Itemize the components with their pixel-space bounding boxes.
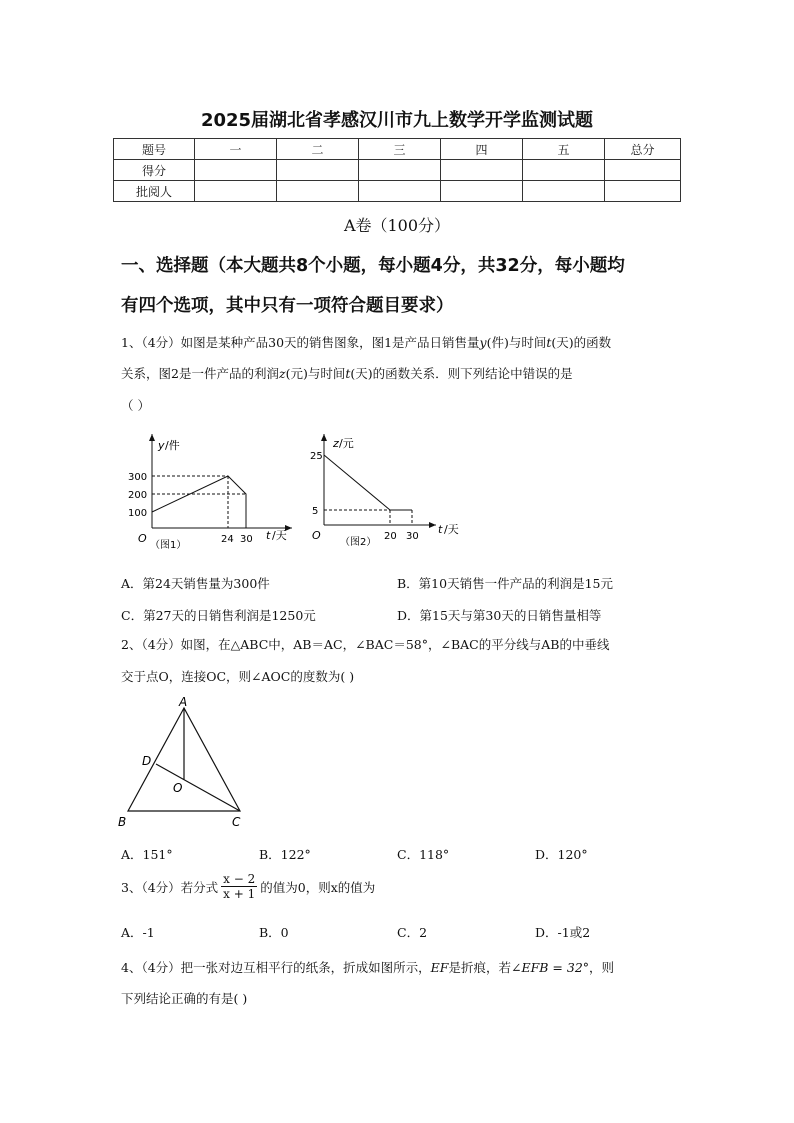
y-tick-label: 100: [128, 508, 148, 519]
score-table: [113, 138, 681, 202]
y-axis-label: /件: [165, 439, 180, 452]
question-text: 的值为0，则x的值为: [260, 879, 376, 895]
section-heading-line1: 一、选择题（本大题共8个小题，每小题4分，共32分，每小题均: [121, 256, 625, 276]
question-text: (件)与时间: [486, 335, 547, 350]
score-header-cell: 四: [441, 139, 523, 160]
score-cell: [359, 181, 441, 202]
math-var: EF: [430, 960, 449, 975]
y-tick-label: 5: [312, 506, 319, 517]
y-tick-label: 200: [128, 490, 148, 501]
score-cell: [277, 181, 359, 202]
option-b[interactable]: B．第10天销售一件产品的利润是15元: [397, 576, 613, 591]
y-axis-arrow: [149, 434, 155, 441]
option-d[interactable]: D．-1或2: [535, 925, 591, 940]
x-axis-var: t: [438, 523, 443, 536]
score-cell: [195, 160, 277, 181]
figure-caption: （图2）: [340, 537, 377, 548]
question-number: 4、（4分）: [121, 960, 181, 975]
option-c[interactable]: C．2: [397, 925, 428, 940]
figure-1-graph: [120, 428, 300, 553]
y-tick-label: 25: [310, 451, 323, 462]
y-axis-var: z: [333, 437, 339, 450]
question-3-line: [121, 872, 375, 901]
score-cell: [441, 181, 523, 202]
option-d[interactable]: D．120°: [535, 847, 588, 862]
origin-label: O: [312, 529, 321, 542]
question-text: 关系，图2是一件产品的利润: [121, 366, 279, 381]
math-var: t: [345, 366, 351, 381]
point-label-d: D: [142, 754, 152, 768]
question-1-line1: [121, 327, 681, 358]
score-table-row: [114, 181, 681, 202]
score-cell: [277, 160, 359, 181]
score-header-cell: 三: [359, 139, 441, 160]
vertex-label-c: C: [232, 815, 241, 829]
score-cell: [359, 160, 441, 181]
x-axis-label: /天: [272, 529, 287, 542]
score-header-cell: 一: [195, 139, 277, 160]
fraction-numerator: x − 2: [223, 872, 256, 886]
question-number: 1、（4分）: [121, 335, 181, 350]
triangle-figure: [112, 694, 252, 830]
question-4-line2: 下列结论正确的有是( ): [121, 991, 248, 1006]
score-table-header-row: [114, 139, 681, 160]
x-axis-arrow: [429, 522, 436, 528]
question-text: 如图是某种产品30天的销售图象，图1是产品日销售量: [180, 335, 480, 350]
math-var: z: [278, 366, 286, 381]
question-text: (天)的函数: [551, 335, 612, 350]
point-label-o: O: [173, 781, 183, 795]
y-tick-label: 300: [128, 472, 148, 483]
question-number: 3、（4分）: [121, 879, 181, 895]
score-header-cell: 题号: [114, 139, 195, 160]
y-axis-arrow: [321, 434, 327, 441]
x-tick-label: 20: [384, 531, 397, 542]
figure-2-graph: [300, 428, 480, 553]
section-heading-line2: 有四个选项，其中只有一项符合题目要求）: [121, 296, 454, 316]
question-text: (元)与时间: [285, 366, 346, 381]
sales-line: [152, 476, 246, 528]
score-header-cell: 二: [277, 139, 359, 160]
option-b[interactable]: B．122°: [259, 847, 311, 862]
figure-caption: （图1）: [150, 540, 187, 551]
score-cell: [441, 160, 523, 181]
score-cell: [523, 160, 605, 181]
score-cell: [523, 181, 605, 202]
question-2-line1: [121, 629, 681, 660]
math-expression: ∠EFB = 32°: [511, 960, 590, 975]
question-4-line1: [121, 952, 681, 983]
profit-line: [324, 455, 412, 510]
origin-label: O: [138, 532, 147, 545]
question-text: 如图，在△ABC中，AB＝AC，∠BAC＝58°，∠BAC的平分线与AB的中垂线: [180, 637, 610, 652]
option-a[interactable]: A．-1: [121, 925, 155, 940]
vertex-label-a: A: [179, 695, 188, 709]
vertex-label-b: B: [118, 815, 127, 829]
score-cell: [605, 160, 681, 181]
question-text: 若分式: [180, 879, 219, 895]
page-title: 2025届湖北省孝感汉川市九上数学开学监测试题: [200, 110, 594, 131]
question-text: (天)的函数关系．则下列结论中错误的是: [350, 366, 573, 381]
score-cell: [605, 181, 681, 202]
x-axis-var: t: [266, 529, 271, 542]
x-tick-label: 24: [221, 534, 234, 545]
answer-blank: （ ）: [121, 398, 150, 413]
math-var: y: [479, 335, 487, 350]
score-header-cell: 五: [523, 139, 605, 160]
fraction: [221, 872, 257, 901]
option-c[interactable]: C．118°: [397, 847, 450, 862]
fraction-denominator: x + 1: [223, 887, 256, 901]
question-text: 是折痕，若: [448, 960, 511, 975]
option-c[interactable]: C．第27天的日销售利润是1250元: [121, 608, 316, 623]
x-tick-label: 30: [406, 531, 419, 542]
option-a[interactable]: A．151°: [121, 847, 173, 862]
score-row-label: 得分: [114, 160, 195, 181]
question-2-line2: 交于点O，连接OC，则∠AOC的度数为( ): [121, 669, 355, 684]
question-text: 把一张对边互相平行的纸条，折成如图所示，: [180, 960, 431, 975]
option-a[interactable]: A．第24天销售量为300件: [121, 576, 270, 591]
score-row-label: 批阅人: [114, 181, 195, 202]
x-axis-label: /天: [444, 523, 459, 536]
y-axis-label: /元: [339, 437, 354, 450]
question-1-line2: [121, 358, 681, 389]
x-tick-label: 30: [240, 534, 253, 545]
math-var: t: [546, 335, 552, 350]
option-b[interactable]: B．0: [259, 925, 289, 940]
score-cell: [195, 181, 277, 202]
option-d[interactable]: D．第15天与第30天的日销售量相等: [397, 608, 602, 623]
question-number: 2、（4分）: [121, 637, 181, 652]
question-text: ，则: [589, 960, 615, 975]
y-axis-var: y: [158, 439, 165, 452]
paper-label: A卷（100分）: [343, 216, 451, 235]
score-header-cell: 总分: [605, 139, 681, 160]
score-table-row: [114, 160, 681, 181]
